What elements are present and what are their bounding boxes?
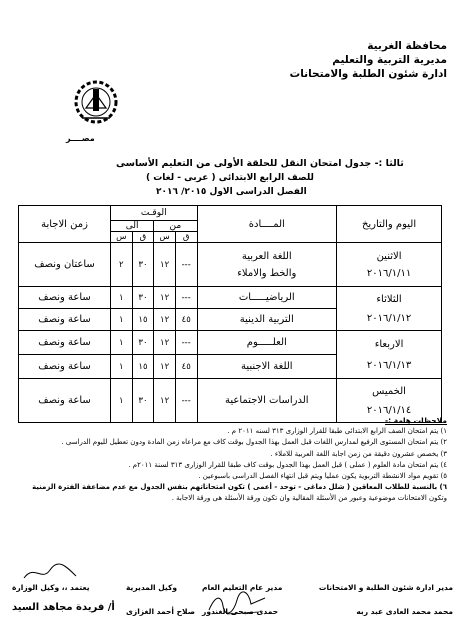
from-minutes: --- [175,331,197,355]
note-item: ٢) يتم امتحان المستوى الرفيع لمدارس اللغات قبل العمل بهذا الجدول بوقت كاف مع مراعاه زمن المادة ودون تعطيل لليوم الدراسى . [61,438,447,447]
from-hours: ١٢ [154,287,176,309]
from-minutes: --- [175,243,197,287]
day-date: ٢٠١٦/١/١٤ [366,404,412,416]
day-date: ٢٠١٦/١/١٣ [366,359,412,371]
signature-name-general-director: حمدى صبحى الغندور [202,607,279,616]
header-time: الوقـت [111,206,198,221]
day-date: ٢٠١٦/١/١١ [366,267,412,279]
duration-cell: ساعة ونصف [19,287,111,309]
handwritten-signature-icon [20,560,80,586]
to-hours: ١ [111,309,133,331]
subject-cell: الرياضيـــــات [197,287,337,309]
note-item: ٥) تقويم مواد الانشطة التربوية يكون عمليا ويتم قبل انتهاء الفصل الدراسى باسبوعين . [198,472,447,481]
subject-name-line2: والخط والاملاء [237,267,297,279]
table-row [19,331,442,355]
from-hours: ١٢ [154,379,176,423]
table-row [19,287,442,309]
signature-title-deputy-directorate: وكيل المديرية [126,583,177,592]
duration-cell: ساعة ونصف [19,309,111,331]
directorate-name: مديرية التربية والتعليم [332,54,447,66]
logo-text: مصــــر [66,134,95,143]
governorate-name: محافظة الغربية [367,40,447,52]
signature-title-undersecretary: يعتمد ،، وكيل الوزارة [12,583,90,592]
department-name: ادارة شئون الطلبة والامتحانات [289,68,447,80]
day-cell [337,331,442,379]
from-hours: ١٢ [154,331,176,355]
header-to: الى [111,221,154,232]
duration-cell: ساعة ونصف [19,379,111,423]
header-subject: المــــادة [197,206,337,243]
header-day-date: اليوم والتاريخ [337,206,442,243]
note-item: ٤) يتم امتحان مادة العلوم ( عملى ) قبل العمل بهذا الجدول بوقت كاف طبقا للقرار الوزارى ٣١٣ لسنة ٢٠١١م . [128,460,447,469]
subject-cell: التربية الدينية [197,309,337,331]
day-name: الخميس [372,385,406,397]
from-hours: ١٢ [154,355,176,379]
ministry-logo-icon [70,78,122,136]
to-hours: ١ [111,287,133,309]
subject-cell: الدراسات الاجتماعية [197,379,337,423]
from-hours: ١٢ [154,309,176,331]
to-minutes: ١٥ [132,309,154,331]
day-cell [337,287,442,331]
day-cell [337,243,442,287]
to-minutes: ٣٠ [132,287,154,309]
exam-title: ثالثا :- جدول امتحان النقل للحلقة الأولى من التعليم الأساسى [116,158,404,169]
unit-from-s: س [154,232,176,243]
from-minutes: --- [175,287,197,309]
subject-cell: العلـــــوم [197,331,337,355]
signature-name-undersecretary: أ/ فريدة مجاهد السيد [12,602,115,613]
term-subtitle: الفصل الدراسى الاول ٢٠١٥/ ٢٠١٦ [156,187,307,197]
grade-subtitle: للصف الرابع الابتدائى ( عربى - لغات ) [146,173,314,183]
to-hours: ٢ [111,243,133,287]
unit-to-q: ق [132,232,154,243]
table-header-row [19,206,442,221]
signature-title-student-affairs: مدير ادارة شئون الطلبة و الامتحانات [318,583,453,592]
table-row [19,243,442,261]
exam-schedule-table [18,205,442,423]
header-duration: زمن الاجابة [19,206,111,243]
to-minutes: ١٥ [132,355,154,379]
from-minutes: ٤٥ [175,309,197,331]
signature-title-general-director: مدير عام التعليم العام [202,583,283,592]
to-hours: ١ [111,379,133,423]
note-item: ١) يتم امتحان الصف الرابع الابتدائى طبقا للقرار الوزارى ٣١٣ لسنه ٢٠١١ م . [227,427,447,436]
day-name: الاثنين [376,250,402,262]
subject-name: اللغة العربية [241,250,292,262]
from-hours: ١٢ [154,243,176,287]
duration-cell: ساعتان ونصف [19,243,111,287]
day-name: الثلاثاء [376,293,402,305]
note-item: وتكون الامتحانات موضوعية وعبور من الأسئلة المقالية وان تكون ورقة الأسئلة هى ورقة الاجابة . [171,494,447,503]
unit-from-q: ق [175,232,197,243]
day-date: ٢٠١٦/١/١٢ [366,312,412,324]
to-minutes: ٣٠ [132,243,154,287]
to-hours: ١ [111,355,133,379]
notes-section [17,415,447,505]
note-item: ٣) يخصص عشرون دقيقة من زمن اجابة اللغة العربية للاملاء . [270,449,447,458]
note-item: ٦) بالنسبة للطلاب المعاقين ( شلل دماغى - توحد - أعمى ) تكون امتحاناتهم بنفس الجدول مع عدم مضاعفة الفترة الزمنية [32,483,447,492]
from-minutes: ٤٥ [175,355,197,379]
to-minutes: ٣٠ [132,379,154,423]
from-minutes: --- [175,379,197,423]
subject-cell [197,243,337,287]
day-name: الاربعاء [374,338,404,350]
signature-name-deputy-directorate: صلاح أحمد الغزازى [126,607,195,616]
to-minutes: ٣٠ [132,331,154,355]
to-hours: ١ [111,331,133,355]
header-from: من [154,221,197,232]
duration-cell: ساعة ونصف [19,331,111,355]
duration-cell: ساعة ونصف [19,355,111,379]
notes-heading: ملاحظات هامة :- [385,416,447,425]
signature-name-student-affairs: محمد محمد العادى عبد ربه [356,607,453,616]
subject-cell: اللغة الاجنبية [197,355,337,379]
unit-to-s: س [111,232,133,243]
